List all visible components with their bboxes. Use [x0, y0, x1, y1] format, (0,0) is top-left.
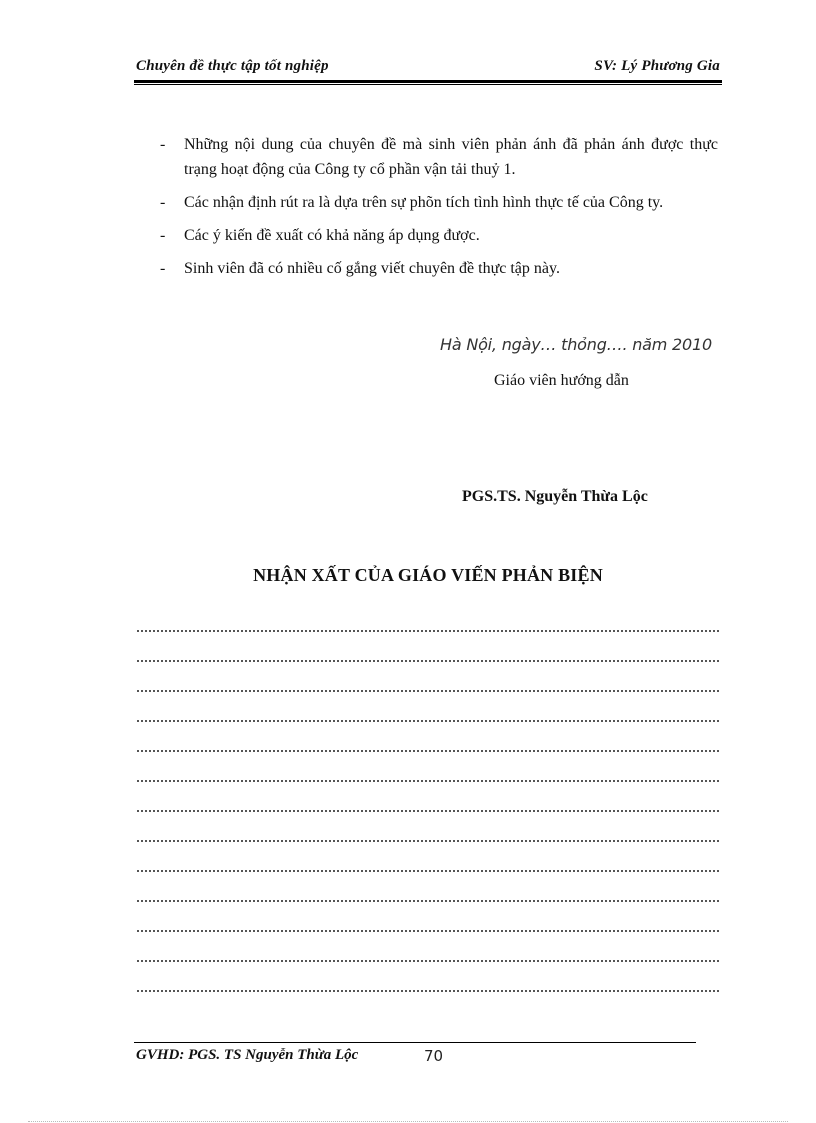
blank-line	[137, 720, 719, 722]
advisor-name: PGS.TS. Nguyễn Thừa Lộc	[462, 488, 648, 505]
blank-line	[137, 660, 719, 662]
page-number: 70	[424, 1047, 444, 1065]
blank-line	[137, 960, 719, 962]
blank-line	[137, 810, 719, 812]
list-item	[160, 132, 718, 182]
header-title: Chuyên đề thực tập tốt nghiệp	[136, 58, 329, 74]
list-item	[160, 223, 718, 248]
blank-line	[137, 930, 719, 932]
header-divider	[134, 80, 722, 85]
blank-line	[137, 750, 719, 752]
footer-advisor: GVHD: PGS. TS Nguyễn Thừa Lộc	[136, 1047, 359, 1063]
list-item-text: Những nội dung của chuyên đề mà sinh viên phản ánh đã phản ánh được thực trạng hoạt động của Công ty cổ phần vận tải thuỷ 1.	[184, 136, 718, 178]
blank-line	[137, 990, 719, 992]
bullet-dash: -	[160, 227, 166, 244]
section-title: NHẬN XẤT CỦA GIÁO VIẾN PHẢN BIỆN	[253, 565, 603, 585]
blank-line	[137, 690, 719, 692]
page-edge-dots	[28, 1121, 788, 1122]
list-item	[160, 256, 718, 281]
list-item	[160, 190, 718, 215]
list-item-text: Sinh viên đã có nhiều cố gắng viết chuyên đề thực tập này.	[184, 260, 560, 277]
blank-line	[137, 870, 719, 872]
signature-date: Hà Nội, ngày… thỏng…. năm 2010	[440, 335, 712, 354]
blank-line	[137, 900, 719, 902]
list-item-text: Các nhận định rút ra là dựa trên sự phõn tích tình hình thực tế của Công ty.	[184, 194, 664, 211]
header-student: SV: Lý Phương Gia	[594, 58, 720, 74]
blank-line	[137, 780, 719, 782]
evaluation-list	[160, 132, 718, 289]
bullet-dash: -	[160, 194, 166, 211]
bullet-dash: -	[160, 260, 166, 277]
blank-line	[137, 840, 719, 842]
list-item-text: Các ý kiến đề xuất có khả năng áp dụng được.	[184, 227, 480, 244]
bullet-dash: -	[160, 136, 166, 153]
blank-line	[137, 630, 719, 632]
footer-divider	[134, 1042, 696, 1043]
advisor-role: Giáo viên hướng dẫn	[494, 372, 629, 389]
